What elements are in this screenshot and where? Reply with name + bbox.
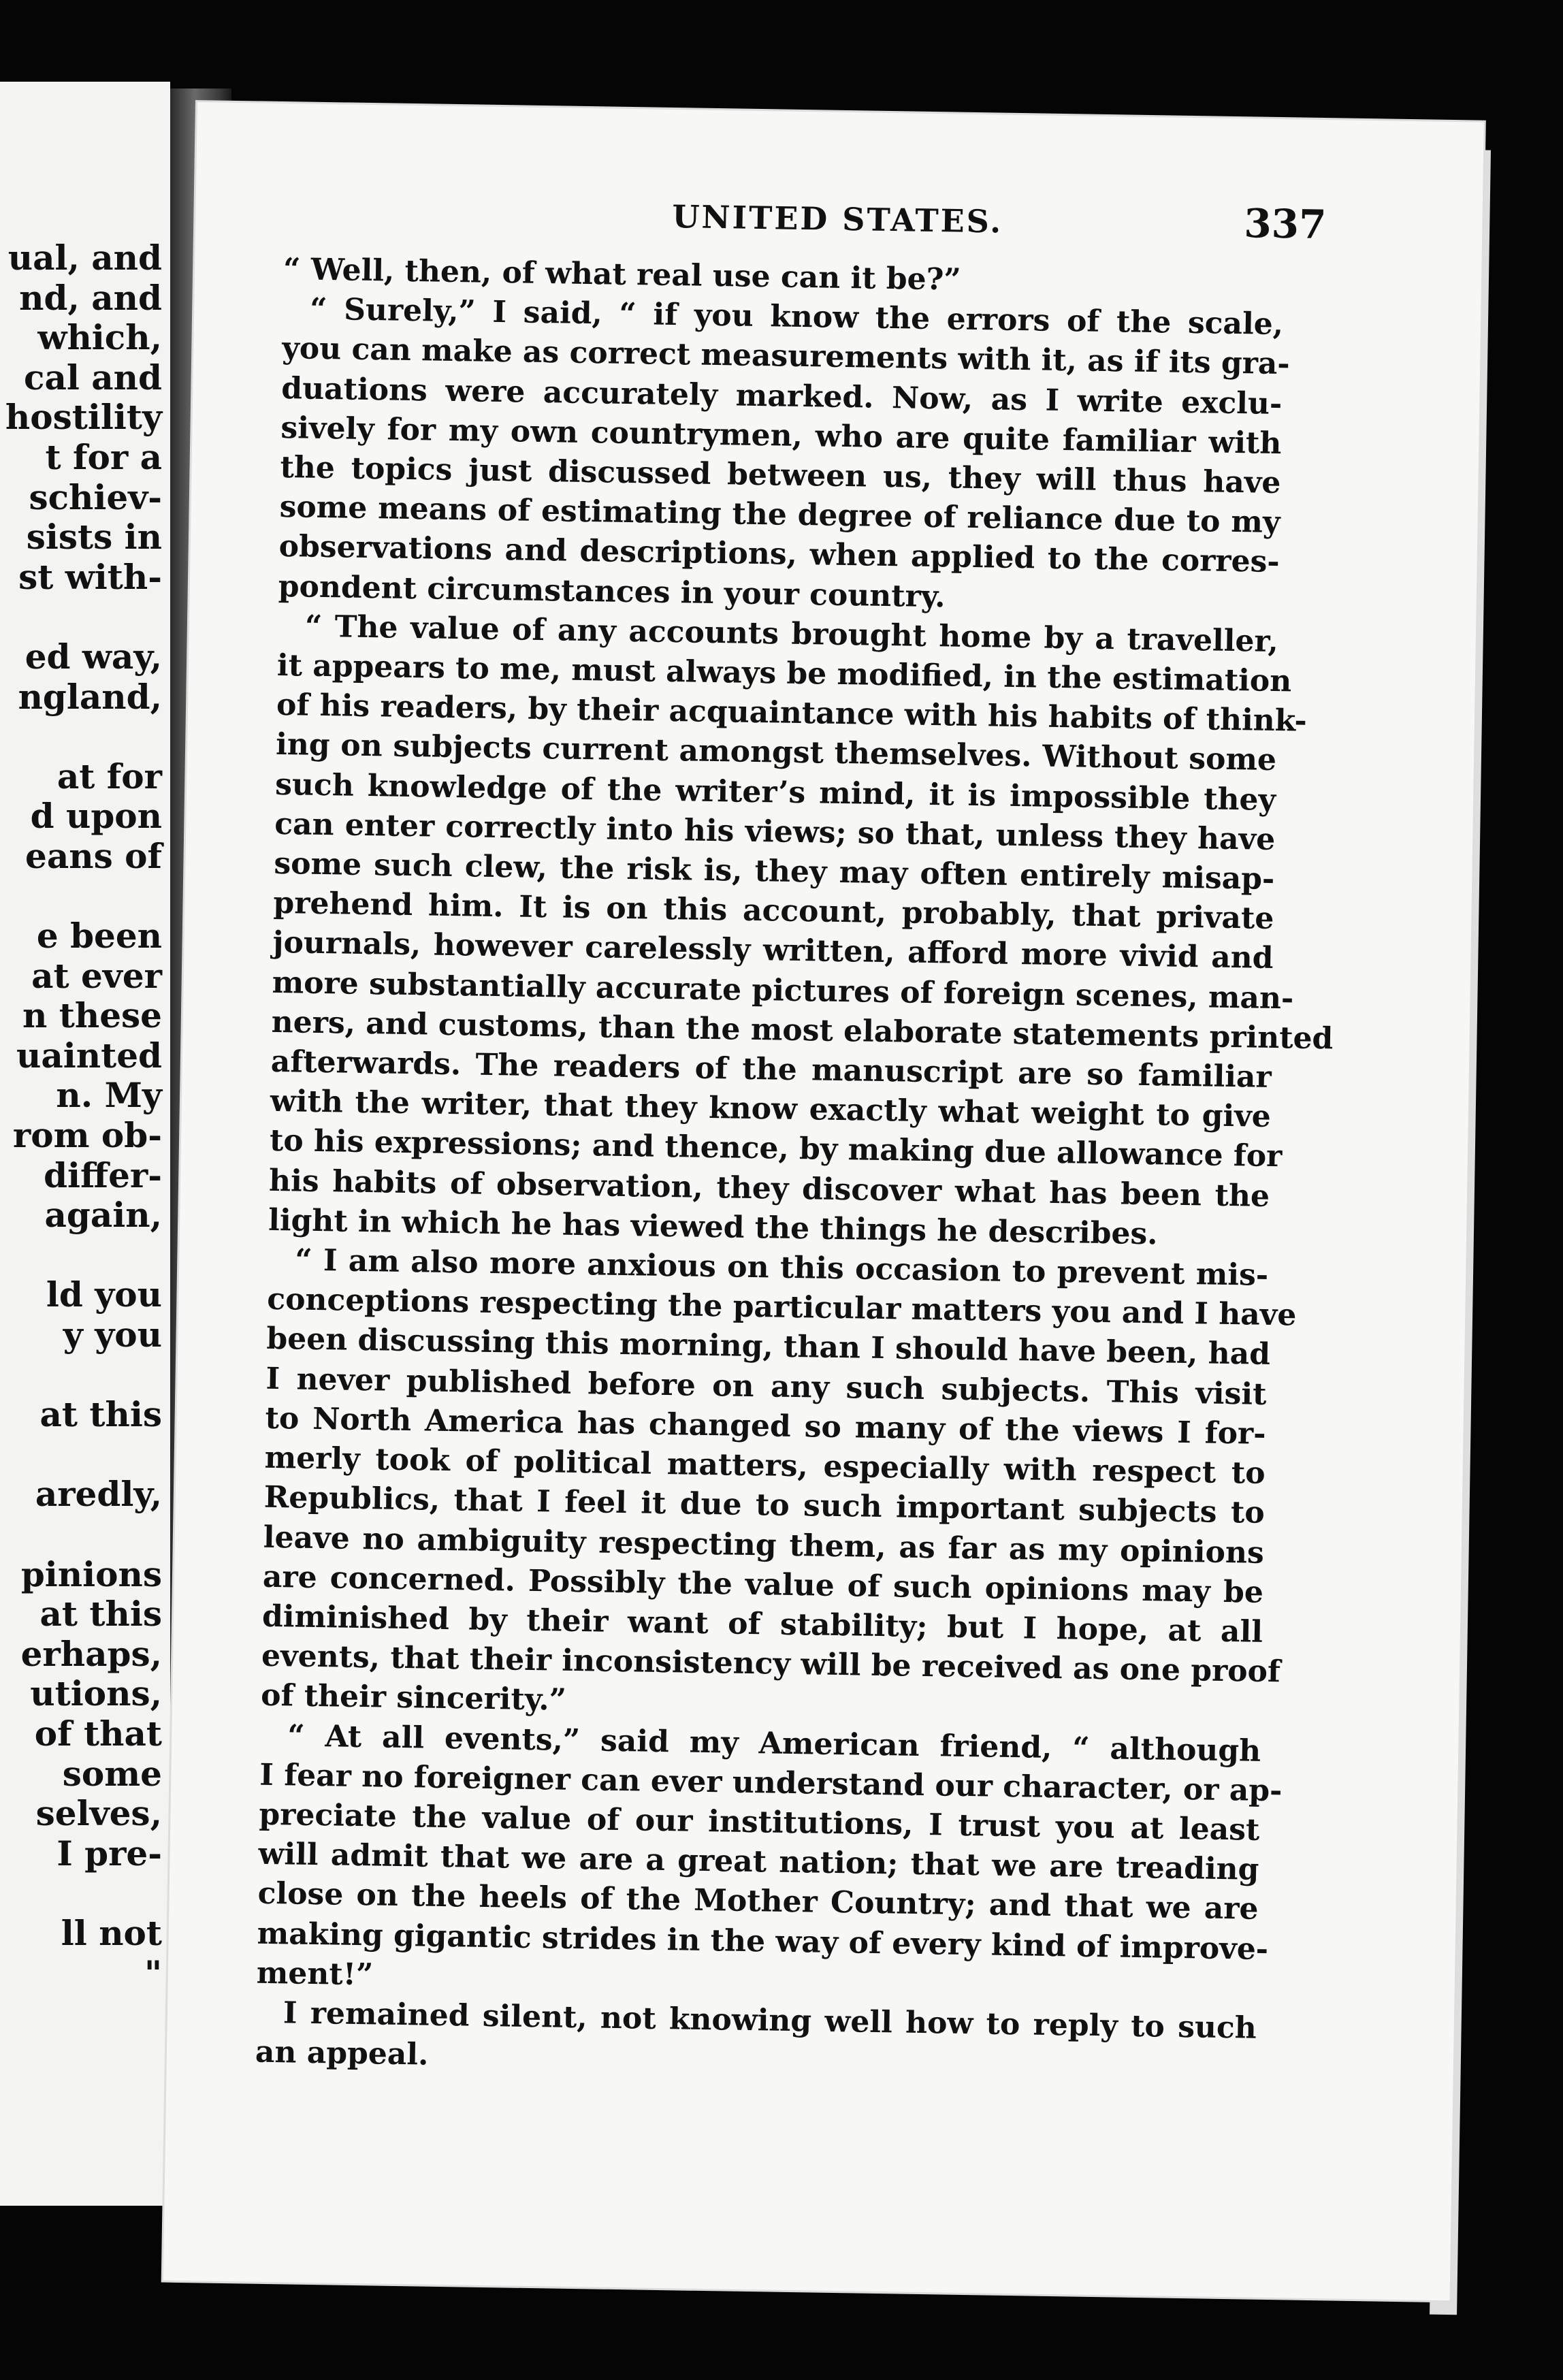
facing-page-line: hostility: [5, 397, 162, 438]
text-line: I never published before on any such subjects. This visit: [265, 1361, 1267, 1412]
text-line: to his expressions; and thence, by making due allowance for: [269, 1123, 1283, 1174]
facing-page-line: e been: [36, 916, 162, 956]
text-line: close on the heels of the Mother Country; and that we are: [257, 1876, 1259, 1927]
text-line: “ At all events,” said my American friend, “ although: [287, 1718, 1261, 1769]
text-line: journals, however carelessly written, afford more vivid and: [272, 925, 1274, 976]
text-line: the topics just discussed between us, they will thus have: [280, 449, 1281, 501]
facing-page-line: [0, 717, 162, 757]
facing-page-line: pinions: [20, 1554, 162, 1594]
facing-page-line: aredly,: [35, 1474, 162, 1515]
facing-page-line: at this: [39, 1594, 162, 1635]
text-line: an appeal.: [255, 2034, 429, 2072]
facing-page-line: uainted: [16, 1035, 162, 1076]
text-line: I remained silent, not knowing well how to reply to such: [283, 1995, 1257, 2046]
facing-page-line: selves,: [35, 1793, 162, 1834]
facing-page-line: at this: [39, 1394, 162, 1435]
facing-page-line: eans of: [25, 835, 162, 876]
text-line: of their sincerity.”: [260, 1678, 567, 1718]
facing-page-line: at for: [57, 756, 162, 797]
text-line: Republics, that I feel it due to such important subjects to: [263, 1480, 1266, 1531]
text-line: such knowledge of the writer’s mind, it is impossible they: [274, 767, 1276, 818]
text-line: of his readers, by their acquaintance with his habits of think-: [276, 688, 1308, 739]
text-line: can enter correctly into his views; so that, unless they have: [274, 806, 1276, 857]
facing-page-line: again,: [44, 1195, 162, 1236]
text-line: pondent circumstances in your country.: [278, 568, 946, 614]
text-line: prehend him. It is on this account, probably, that private: [273, 886, 1274, 937]
text-line: some such clew, the risk is, they may often entirely misap-: [274, 846, 1275, 897]
text-line: I fear no foreigner can ever understand our character, or ap-: [259, 1757, 1283, 1809]
facing-page-line: I pre-: [57, 1833, 162, 1874]
paragraph: [268, 607, 1334, 1256]
text-line: it appears to me, must always be modified, in the estimation: [276, 647, 1292, 699]
text-line: duations were accurately marked. Now, as I write exclu-: [281, 370, 1283, 421]
facing-page-line: n. My: [56, 1075, 162, 1116]
facing-page-line: erhaps,: [20, 1633, 162, 1674]
facing-page-line: ual, and: [7, 238, 162, 278]
text-line: merly took of political matters, especially with respect to: [264, 1440, 1266, 1491]
facing-page-line: [0, 1515, 162, 1555]
facing-page-line: n these: [22, 995, 162, 1036]
page-number: 337: [1243, 200, 1327, 248]
facing-page-line: ld you: [46, 1274, 162, 1315]
text-line: his habits of observation, they discover what has been the: [268, 1163, 1270, 1214]
text-line: diminished by their want of stability; but I hope, at all: [261, 1598, 1263, 1650]
facing-page-text: [0, 238, 162, 1993]
text-line: making gigantic strides in the way of every kind of improve-: [257, 1916, 1269, 1967]
facing-page-line: ed way,: [25, 636, 162, 677]
facing-page-line: which,: [37, 317, 162, 358]
text-line: sively for my own countrymen, who are quite familiar with: [280, 410, 1282, 461]
facing-page-line: cal and: [24, 357, 162, 398]
text-line: conceptions respecting the particular matters you and I have: [266, 1282, 1297, 1333]
facing-page-line: ": [144, 1952, 162, 1993]
text-line: “ I am also more anxious on this occasion to prevent mis-: [294, 1242, 1269, 1293]
facing-page-line: ngland,: [18, 676, 162, 717]
text-line: you can make as correct measurements with it, as if its gra-: [281, 331, 1291, 382]
facing-page-line: [0, 1874, 162, 1914]
facing-page-line: d upon: [30, 796, 162, 837]
text-line: are concerned. Possibly the value of such opinions may be: [262, 1559, 1264, 1610]
facing-page-line: [0, 1236, 162, 1276]
facing-page-line: y you: [63, 1315, 162, 1355]
text-line: will admit that we are a great nation; that we are treading: [258, 1836, 1259, 1887]
facing-page-line: ll not: [61, 1912, 162, 1953]
paragraph: [278, 289, 1291, 622]
running-head: UNITED STATES.: [672, 197, 1003, 240]
facing-page-line: [0, 597, 162, 637]
book-page: [163, 102, 1484, 2300]
facing-page-line: nd, and: [19, 277, 162, 318]
text-line: ners, and customs, than the most elaborate statements printed: [271, 1004, 1334, 1057]
facing-page-line: sists in: [26, 517, 162, 558]
facing-page-line: [0, 877, 162, 917]
text-line: ment!”: [256, 1955, 374, 1993]
text-line: to North America has changed so many of the views I for-: [265, 1400, 1266, 1451]
facing-page-line: [0, 1355, 162, 1396]
facing-page-line: t for a: [45, 436, 162, 477]
paragraph: [260, 1240, 1297, 1731]
paragraph: [255, 1993, 1257, 2088]
facing-page-line: differ-: [44, 1155, 162, 1195]
text-line: afterwards. The readers of the manuscript are so familiar: [270, 1044, 1272, 1095]
facing-page-line: st with-: [18, 556, 162, 597]
facing-page-left: [0, 82, 170, 2206]
text-line: observations and descriptions, when applied to the corres-: [278, 529, 1280, 580]
text-line: been discussing this morning, than I should have been, had: [266, 1321, 1271, 1372]
text-line: events, that their inconsistency will be received as one proof: [261, 1638, 1281, 1690]
facing-page-line: [0, 1435, 162, 1475]
facing-page-line: at ever: [31, 955, 162, 996]
body-text: [255, 250, 1334, 2088]
facing-page-line: utions,: [30, 1673, 162, 1714]
text-line: “ Well, then, of what real use can it be?”: [283, 252, 962, 298]
text-line: light in which he has viewed the things he describes.: [268, 1202, 1158, 1252]
text-line: leave no ambiguity respecting them, as far as my opinions: [263, 1519, 1265, 1571]
paragraph: [256, 1716, 1283, 2008]
text-line: “ Surely,” I said, “ if you know the errors of the scale,: [309, 291, 1284, 342]
text-line: some means of estimating the degree of reliance due to my: [279, 489, 1280, 541]
text-line: preciate the value of our institutions, I trust you at least: [259, 1797, 1260, 1848]
text-line: with the writer, that they know exactly what weight to give: [270, 1084, 1272, 1135]
facing-page-line: rom ob-: [12, 1115, 162, 1156]
facing-page-line: some: [62, 1753, 162, 1794]
text-line: ing on subjects current amongst themselves. Without some: [275, 727, 1277, 778]
text-line: more substantially accurate pictures of foreign scenes, man-: [272, 965, 1294, 1016]
text-line: “ The value of any accounts brought home by a traveller,: [304, 609, 1279, 659]
facing-page-line: of that: [34, 1713, 162, 1754]
facing-page-line: schiev-: [29, 477, 162, 517]
